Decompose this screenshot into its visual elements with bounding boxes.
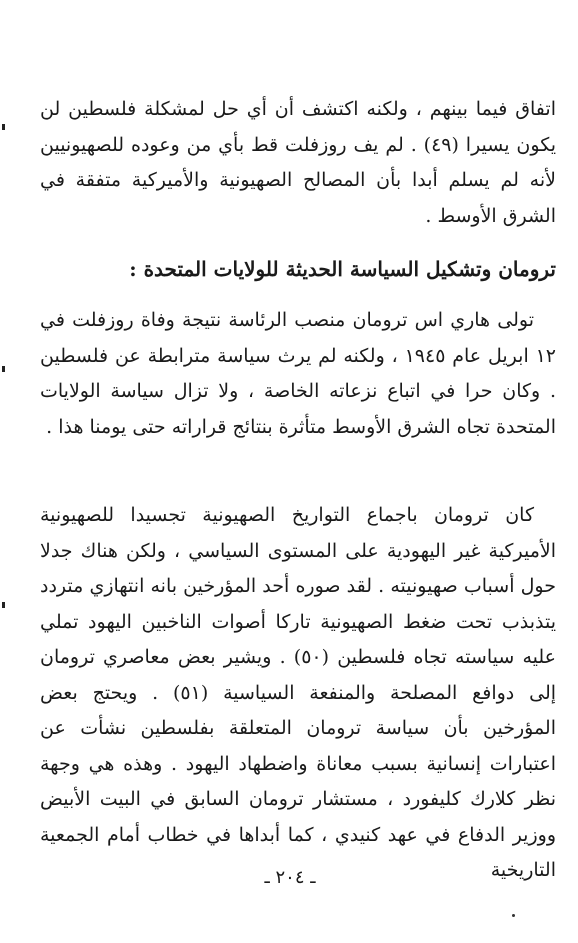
- page-number: ـ ٢٠٤ ـ: [264, 867, 316, 888]
- margin-mark: [2, 366, 5, 372]
- paragraph-3: كان ترومان باجماع التواريخ الصهيونية تجسيدا للصهيونية الأميركية غير اليهودية على المستوى السياسي ، ولكن هناك جدلا حول أسباب صهيونيته . لقد صوره أحد المؤرخين بانه انتهازي متردد يتذبذب تحت ضغط الصهيونية تاركا أصوات الناخبين اليهود تملي عليه سياسته تجاه فلسطين (٥٠) . ويشير بعض معاصري ترومان إلى دوافع المصلحة والمنفعة السياسية (٥١) . ويحتج بعض المؤرخين بأن سياسة ترومان المتعلقة بفلسطين نشأت عن اعتبارات إنسانية بسبب معاناة واضطهاد اليهود . وهذه هي وجهة نظر كلارك كليفورد ، مستشار ترومان السابق في البيت الأبيض ووزير الدفاع في عهد كنيدي ، كما أبداها في خطاب أمام الجمعية التاريخية: [40, 504, 557, 881]
- paragraph-1-block: [40, 92, 556, 234]
- section-heading: ترومان وتشكيل السياسة الحديثة للولايات المتحدة :: [129, 257, 556, 281]
- margin-mark: [2, 602, 5, 608]
- paragraph-2: تولى هاري اس ترومان منصب الرئاسة نتيجة وفاة روزفلت في ١٢ ابريل عام ١٩٤٥ ، ولكنه لم يرث سياسة مترابطة عن فلسطين . وكان حرا في اتباع نزعاته الخاصة ، ولا تزال سياسة الولايات المتحدة تجاه الشرق الأوسط متأثرة بنتائج قراراته حتى يومنا هذا .: [40, 309, 556, 438]
- margin-mark: [2, 124, 5, 130]
- scan-speck: [512, 914, 515, 917]
- paragraph-2-block: [40, 303, 556, 445]
- paragraph-3-block: [40, 498, 556, 889]
- paragraph-1: اتفاق فيما بينهم ، ولكنه اكتشف أن أي حل لمشكلة فلسطين لن يكون يسيرا (٤٩) . لم يف روزفلت قط بأي من وعوده للصهيونيين لأنه لم يسلم أبدا بأن المصالح الصهيونية والأميركية متفقة في الشرق الأوسط .: [40, 98, 556, 227]
